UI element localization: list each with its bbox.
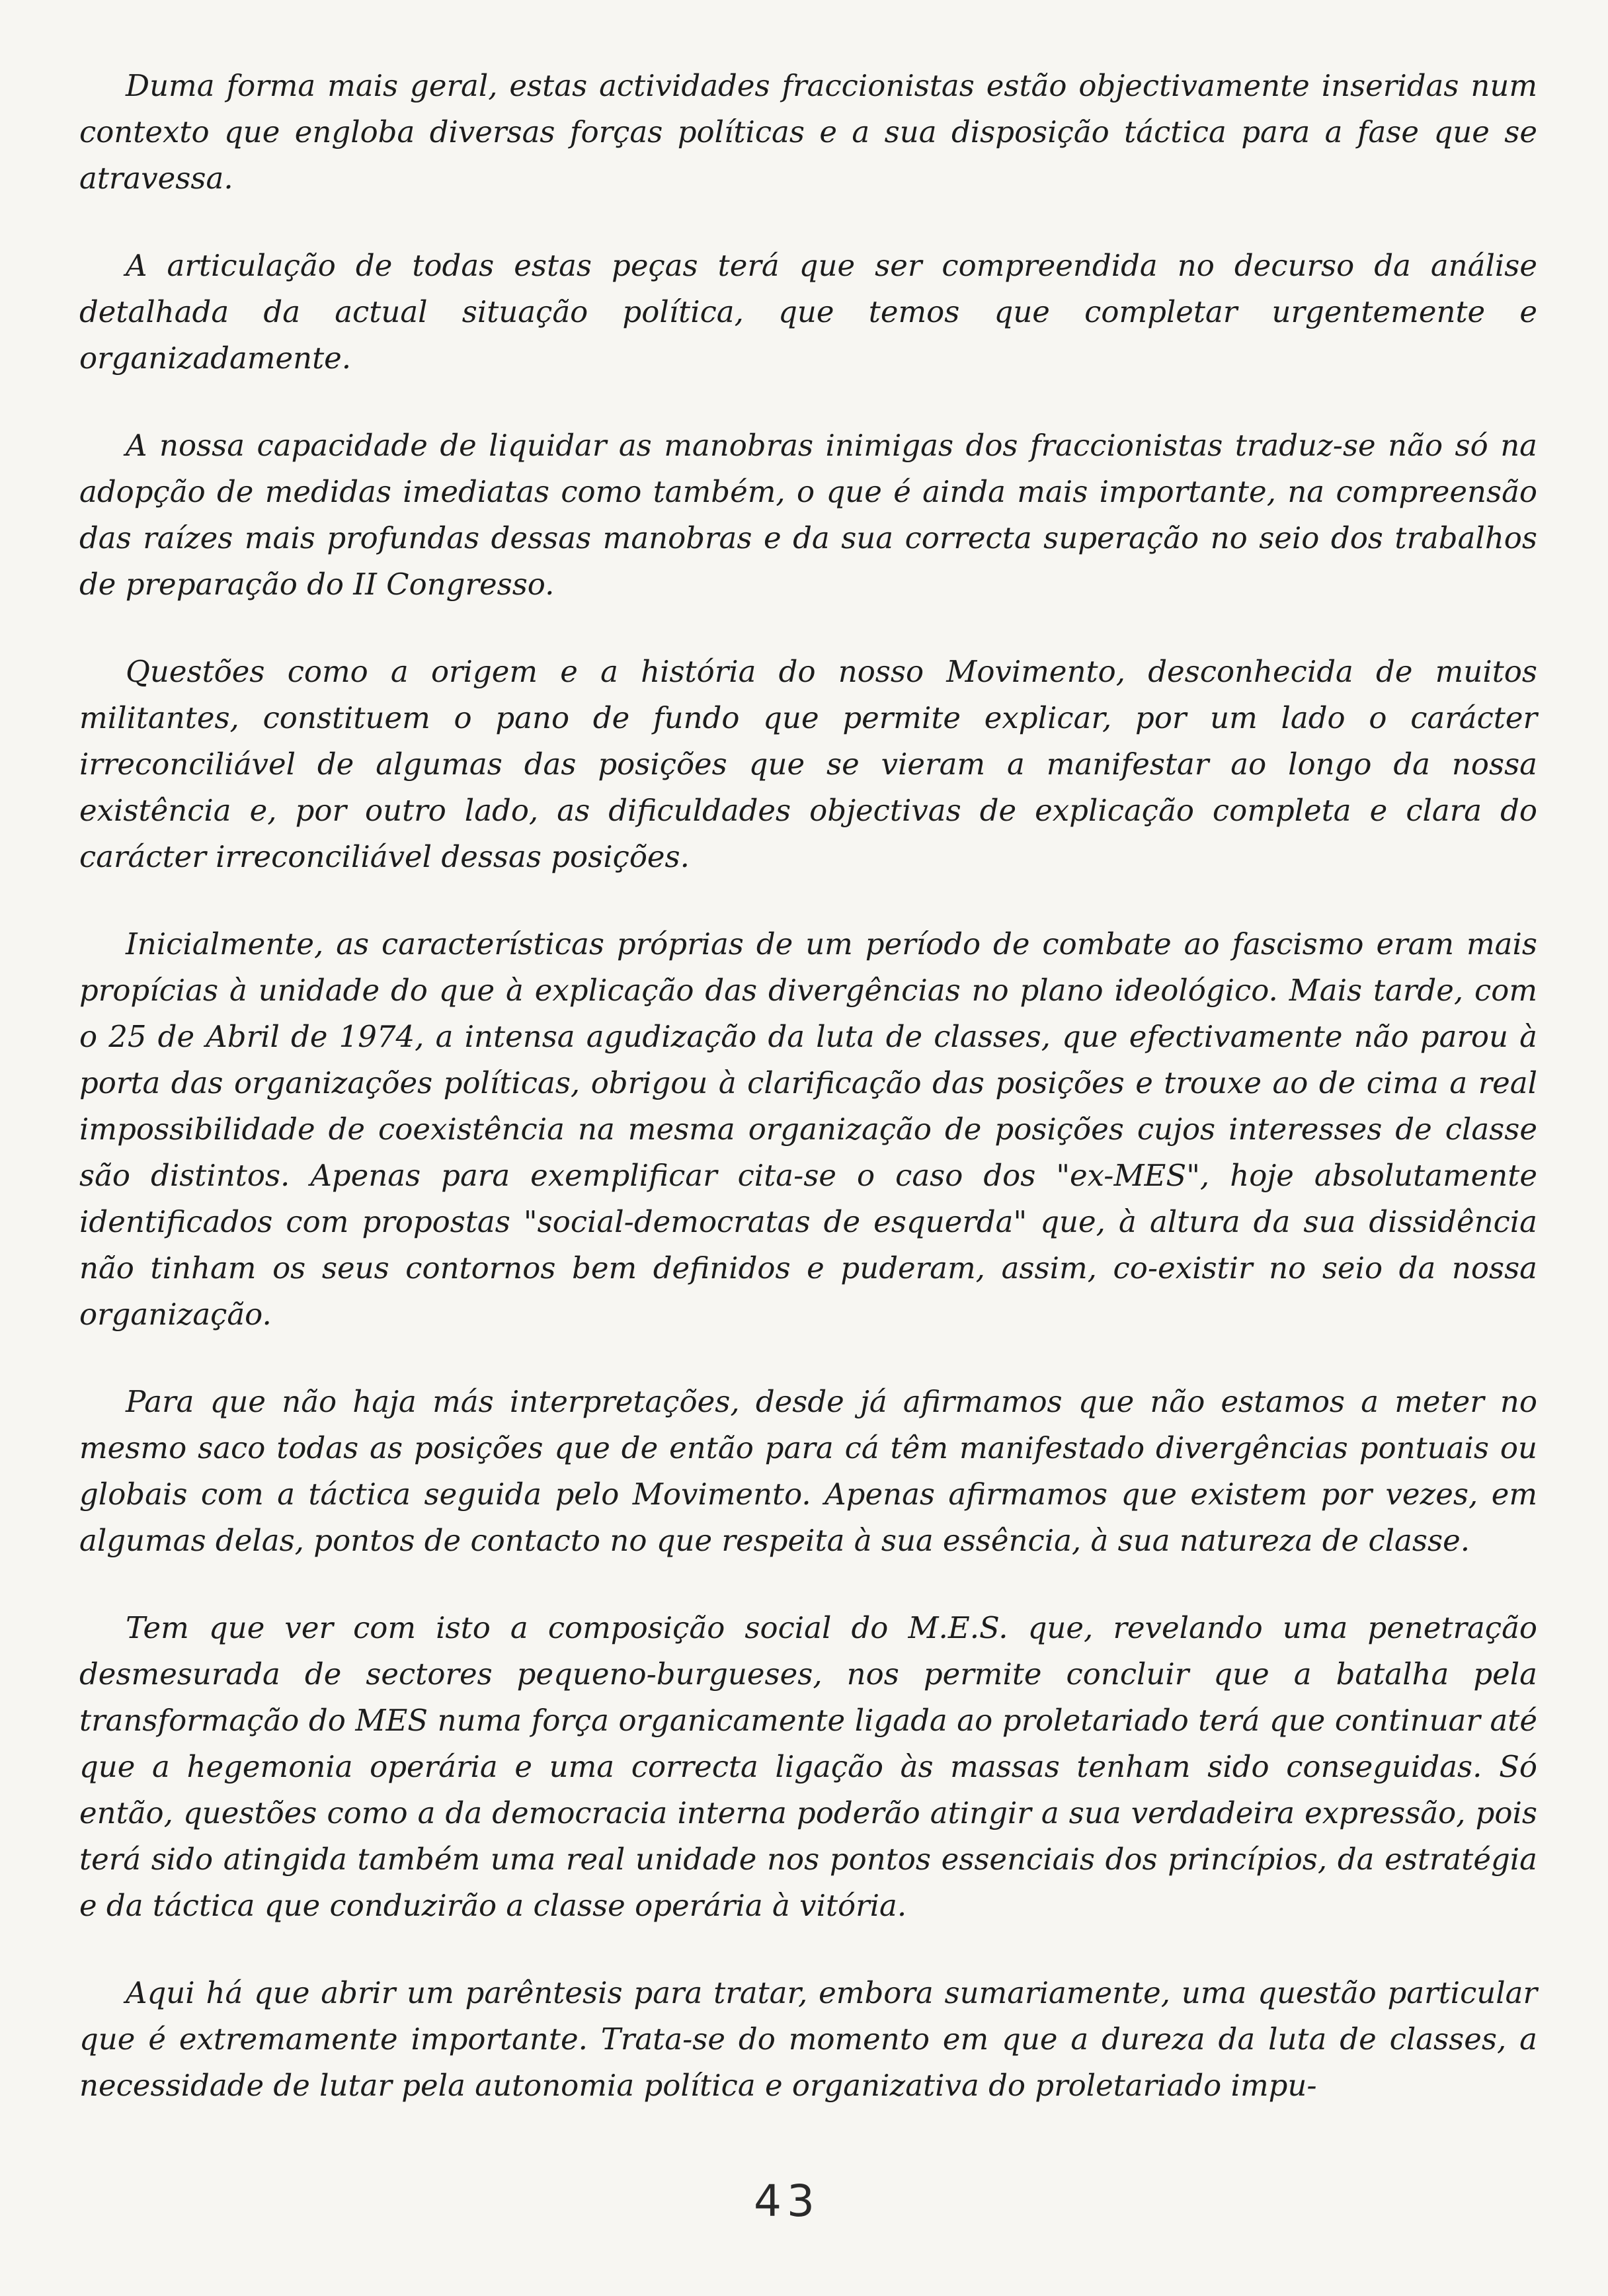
paragraph: Inicialmente, as características próprias de um período de combate ao fascismo eram mais propícias à unidade do que à explicação das divergências no plano ideológico. Mais tarde, com o 25 de Abril de 1974, a intensa agudização da luta de classes, que efectivamente não parou à porta das organizações políticas, obrigou à clarificação das posições e trouxe ao de cima a real impossibilidade de coexistência na mesma organização de posições cujos interesses de classe são distintos. Apenas para exemplificar cita-se o caso dos "ex-MES", hoje absolutamente identificados com propostas "social-democratas de esquerda" que, à altura da sua dissidência não tinham os seus contornos bem definidos e puderam, assim, co-existir no seio da nossa organização. <box>79 926 1537 1332</box>
paragraph: A articulação de todas estas peças terá que ser compreendida no decurso da análise detalhada da actual situação política, que temos que completar urgentemente e organizadamente. <box>79 248 1537 376</box>
body-text <box>79 63 1537 2150</box>
paragraph: Aqui há que abrir um parêntesis para tratar, embora sumariamente, uma questão particular que é extremamente importante. Trata-se do momento em que a dureza da luta de classes, a necessidade de lutar pela autonomia política e organizativa do proletariado impu- <box>79 1975 1537 2103</box>
paragraph: A nossa capacidade de liquidar as manobras inimigas dos fraccionistas traduz-se não só na adopção de medidas imediatas como também, o que é ainda mais importante, na compreensão das raízes mais profundas dessas manobras e da sua correcta superação no seio dos trabalhos de preparação do II Congresso. <box>79 428 1537 602</box>
paragraph: Para que não haja más interpretações, desde já afirmamos que não estamos a meter no mesmo saco todas as posições que de então para cá têm manifestado divergências pontuais ou globais com a táctica seguida pelo Movimento. Apenas afirmamos que existem por vezes, em algumas delas, pontos de contacto no que respeita à sua essência, à sua natureza de classe. <box>79 1384 1537 1558</box>
page-number: 43 <box>754 2176 820 2227</box>
paragraph: Questões como a origem e a história do nosso Movimento, desconhecida de muitos militantes, constituem o pano de fundo que permite explicar, por um lado o carácter irreconciliável de algumas das posições que se vieram a manifestar ao longo da nossa existência e, por outro lado, as dificuldades objectivas de explicação completa e clara do carácter irreconciliável dessas posições. <box>79 654 1537 874</box>
paragraph: Tem que ver com isto a composição social do M.E.S. que, revelando uma penetração desmesurada de sectores pequeno-burgueses, nos permite concluir que a batalha pela transformação do MES numa força organicamente ligada ao proletariado terá que continuar até que a hegemonia operária e uma correcta ligação às massas tenham sido conseguidas. Só então, questões como a da democracia interna poderão atingir a sua verdadeira expressão, pois terá sido atingida também uma real unidade nos pontos essenciais dos princípios, da estratégia e da táctica que conduzirão a classe operária à vitória. <box>79 1610 1537 1923</box>
paragraph: Duma forma mais geral, estas actividades fraccionistas estão objectivamente inseridas num contexto que engloba diversas forças políticas e a sua disposição táctica para a fase que se atravessa. <box>79 68 1537 196</box>
